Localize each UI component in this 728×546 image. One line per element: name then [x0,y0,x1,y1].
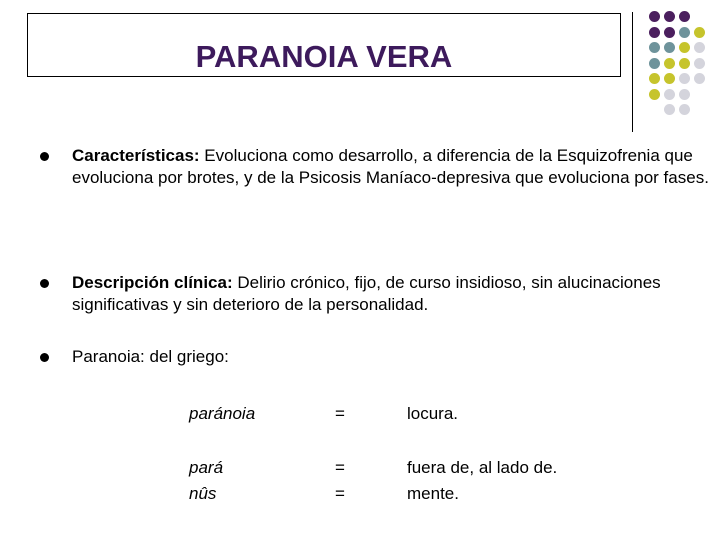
bullet-dot [40,279,49,288]
dot-teal [649,58,660,69]
dot-purple [649,27,660,38]
dot-olive [649,89,660,100]
dot-gray [679,73,690,84]
dot-gray [664,89,675,100]
bullet-text: Evoluciona como desarrollo, a diferencia de la Esquizofrenia que evoluciona por brotes, y de la Psicosis Maníaco-depresiva que evoluciona por fases. [72,146,709,187]
bullet-paragraph [72,145,722,189]
bullet-dot [40,353,49,362]
dot-purple [664,11,675,22]
dot-olive [679,42,690,53]
greek-word: paránoia [189,404,256,423]
dot-gray [694,73,705,84]
dot-purple [664,27,675,38]
equals-sign: = [335,458,345,477]
bullet-label: Descripción clínica: [72,273,233,292]
dot-purple [679,11,690,22]
dot-gray [679,89,690,100]
dot-olive [694,27,705,38]
bullet-paragraph [72,346,722,368]
title-box [27,13,621,77]
equals-sign: = [335,404,345,423]
bullet-paragraph [72,272,722,316]
dot-gray [679,104,690,115]
bullet-label: Características: [72,146,200,165]
dot-teal [679,27,690,38]
greek-word: nûs [189,484,217,503]
dot-olive [664,73,675,84]
bullet-text: Paranoia: del griego: [72,347,229,366]
slide-title: PARANOIA VERA [195,39,453,74]
dot-olive [664,58,675,69]
meaning: mente. [407,484,459,503]
bullet-text: Delirio crónico, fijo, de curso insidioso, sin alucinaciones significativas y sin deterioro de la personalidad. [72,273,661,314]
dot-gray [694,42,705,53]
dot-gray [694,58,705,69]
equals-sign: = [335,484,345,503]
dot-teal [649,42,660,53]
vertical-divider [632,12,633,132]
greek-word: pará [189,458,224,477]
meaning: locura. [407,404,459,423]
dot-purple [649,11,660,22]
bullet-dot [40,152,49,161]
dot-gray [664,104,675,115]
meaning: fuera de, al lado de. [407,458,558,477]
dot-olive [679,58,690,69]
dot-olive [649,73,660,84]
dot-teal [664,42,675,53]
